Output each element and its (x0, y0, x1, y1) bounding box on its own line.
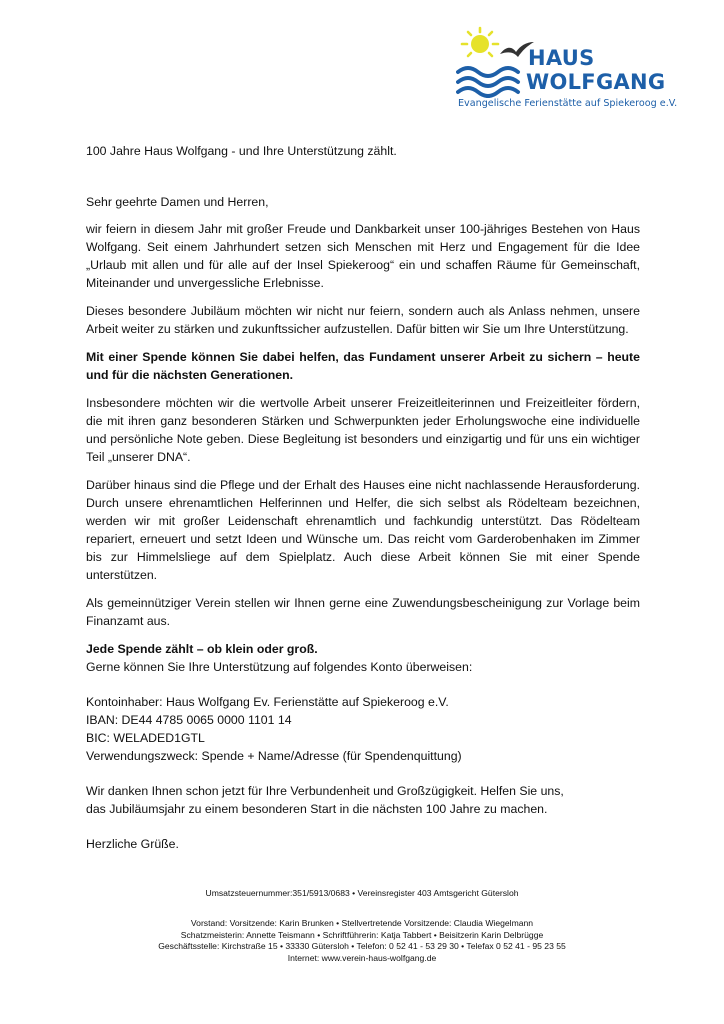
paragraph-thanks (86, 782, 640, 818)
spacer (86, 818, 640, 835)
bank-details (86, 693, 640, 765)
spacer (86, 676, 640, 693)
paragraph-donation-highlight: Mit einer Spende können Sie dabei helfen, das Fundament unserer Arbeit zu sichern – heute und für die nächsten Generationen. (86, 350, 640, 382)
bank-iban: IBAN: DE44 4785 0065 0000 1101 14 (86, 713, 292, 727)
footer-tax-line: Umsatzsteuernummer:351/5913/0683 • Vereinsregister 403 Amtsgericht Gütersloh (205, 888, 519, 898)
haus-wolfgang-logo (456, 26, 686, 112)
paragraph-every-donation (86, 640, 640, 676)
footer-office-line: Geschäftsstelle: Kirchstraße 15 • 33330 Gütersloh • Telefon: 0 52 41 - 53 29 30 • Telefax 0 52 41 - 95 23 55 (158, 941, 566, 951)
letter-body (86, 142, 640, 853)
footer-contact (0, 918, 724, 964)
thanks-line-2: das Jubiläumsjahr zu einem besonderen Start in die nächsten 100 Jahre zu machen. (86, 802, 548, 816)
every-donation-text: Gerne können Sie Ihre Unterstützung auf folgendes Konto überweisen: (86, 660, 473, 674)
letter-subject: 100 Jahre Haus Wolfgang - und Ihre Unterstützung zählt. (86, 144, 397, 158)
logo-title-wolfgang: WOLFGANG (526, 70, 666, 94)
footer-treasurer-line: Schatzmeisterin: Annette Teismann • Schriftführerin: Katja Tabbert • Beisitzerin Karin Delbrügge (180, 929, 544, 940)
paragraph-donation-receipt: Als gemeinnütziger Verein stellen wir Ihnen gerne eine Zuwendungsbescheinigung zur Vorlage beim Finanzamt aus. (86, 596, 640, 628)
paragraph-anniversary: wir feiern in diesem Jahr mit großer Freude und Dankbarkeit unser 100-jähriges Bestehen von Haus Wolfgang. Seit einem Jahrhundert setzen sich Menschen mit Herz und Engagement für die Idee „Urlaub mit allen und für alle auf der Insel Spiekeroog“ ein und schaffen Räume für Gemeinschaft, Miteinander und unvergessliche Erlebnisse. (86, 222, 640, 290)
waves-icon (458, 68, 518, 96)
bank-purpose: Verwendungszweck: Spende + Name/Adresse (für Spendenquittung) (86, 749, 462, 763)
sun-icon (462, 28, 498, 56)
footer-internet-line: Internet: www.verein-haus-wolfgang.de (287, 952, 437, 963)
paragraph-roedelteam: Darüber hinaus sind die Pflege und der Erhalt des Hauses eine nicht nachlassende Herausforderung. Durch unsere ehrenamtlichen Helferinnen und Helfer, die sich selbst als Rödelteam bezeichnen, werden wir mit großer Leidenschaft ehrenamtlich und fachkundig unterstützt. Das Rödelteam repariert, erneuert und setzt Ideen und Wünsche um. Das reicht vom Garderobenhaken im Zimmer bis zur Himmelsliege auf dem Spielplatz. Auch diese Arbeit können Sie mit einer Spende unterstützen. (86, 478, 640, 582)
footer-board-line: Vorstand: Vorsitzende: Karin Brunken • Stellvertretende Vorsitzende: Claudia Wiegelmann (190, 918, 534, 928)
letter-closing: Herzliche Grüße. (86, 837, 179, 851)
sun-disc (471, 35, 489, 53)
spacer (86, 765, 640, 782)
footer-registration (0, 888, 724, 900)
logo-subtitle: Evangelische Ferienstätte auf Spiekeroog e.V. (458, 98, 678, 109)
bank-bic: BIC: WELADED1GTL (86, 731, 205, 745)
paragraph-leaders: Insbesondere möchten wir die wertvolle Arbeit unserer Freizeitleiterinnen und Freizeitleiter fördern, die mit ihren ganz besonderen Stärken und Schwerpunkten jeder Erholungswoche eine individuelle und persönliche Note geben. Diese Begleitung ist besonders und einzigartig und für uns ein wichtiger Teil „unserer DNA“. (86, 396, 640, 464)
thanks-line-1: Wir danken Ihnen schon jetzt für Ihre Verbundenheit und Großzügigkeit. Helfen Sie uns, (86, 784, 564, 798)
every-donation-heading: Jede Spende zählt – ob klein oder groß. (86, 642, 318, 656)
paragraph-support-request: Dieses besondere Jubiläum möchten wir nicht nur feiern, sondern auch als Anlass nehmen, unsere Arbeit weiter zu stärken und zukunftssicher aufzustellen. Dafür bitten wir Sie um Ihre Unterstützung. (86, 304, 640, 336)
bank-account-holder: Kontoinhaber: Haus Wolfgang Ev. Ferienstätte auf Spiekeroog e.V. (86, 695, 449, 709)
letter-salutation: Sehr geehrte Damen und Herren, (86, 195, 269, 209)
logo-title-haus: HAUS (528, 46, 595, 70)
